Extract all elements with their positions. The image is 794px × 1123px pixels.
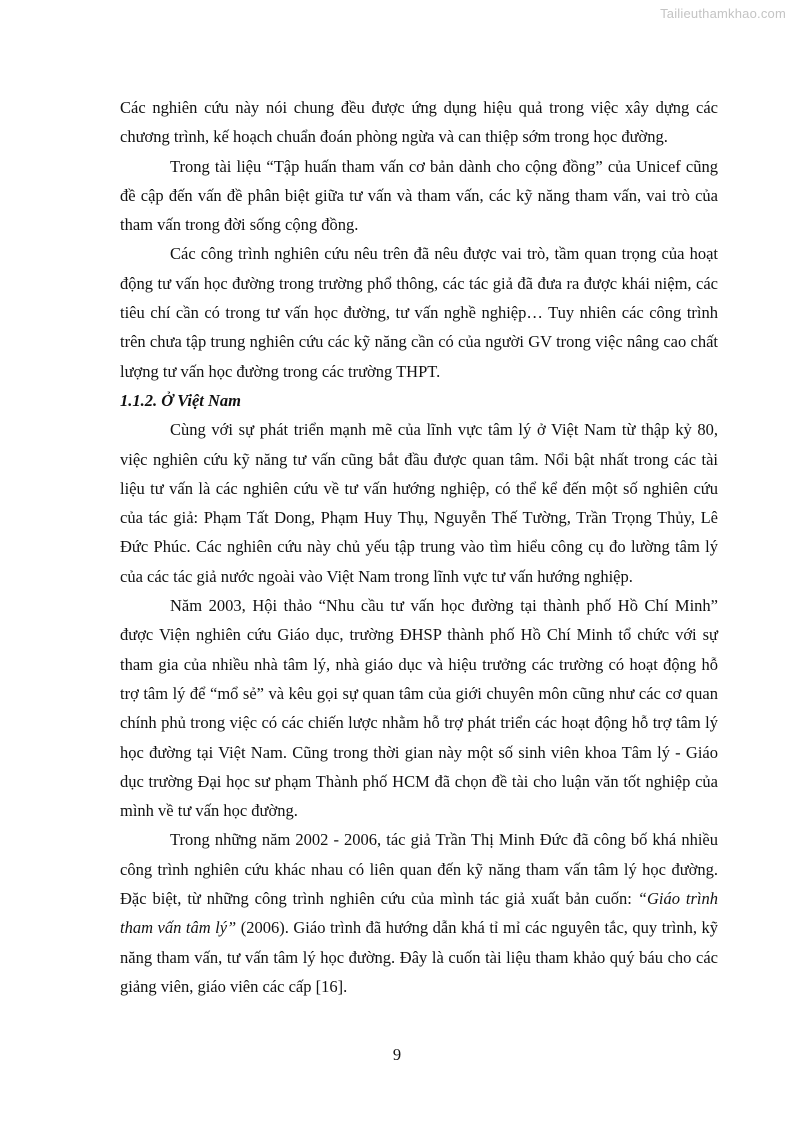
paragraph-text-before: Trong những năm 2002 - 2006, tác giả Trần Thị Minh Đức đã công bố khá nhiều công trình nghiên cứu khác nhau có liên quan đến kỹ năng tham vấn tâm lý học đường. Đặc biệt, từ những công trình nghiên cứu của mình tác giả xuất bản cuốn: [120,830,718,909]
paragraph-minh-duc [120,825,718,1001]
paragraph-unicef: Trong tài liệu “Tập huấn tham vấn cơ bản dành cho cộng đồng” của Unicef cũng đề cập đến vấn đề phân biệt giữa tư vấn và tham vấn, các kỹ năng tham vấn, vai trò của tham vấn trong đời sống cộng đồng. [120,156,718,235]
document-body [120,93,718,1001]
paragraph-vietnam-history: Cùng với sự phát triển mạnh mẽ của lĩnh vực tâm lý ở Việt Nam từ thập kỷ 80, việc nghiên cứu kỹ năng tư vấn cũng bắt đầu được quan tâm. Nổi bật nhất trong các tài liệu tư vấn là các nghiên cứu về tư vấn hướng nghiệp, có thể kể đến một số nghiên cứu của tác giả: Phạm Tất Dong, Phạm Huy Thụ, Nguyễn Thế Tường, Trần Trọng Thủy, Lê Đức Phúc. Các nghiên cứu này chủ yếu tập trung vào tìm hiểu công cụ đo lường tâm lý của các tác giả nước ngoài vào Việt Nam trong lĩnh vực tư vấn hướng nghiệp. [120,420,718,586]
section-heading: 1.1.2. Ở Việt Nam [120,390,242,410]
paragraph-summary: Các công trình nghiên cứu nêu trên đã nêu được vai trò, tầm quan trọng của hoạt động tư vấn học đường trong trường phổ thông, các tác giả đã đưa ra được khái niệm, các tiêu chí cần có trong tư vấn học đường, tư vấn nghề nghiệp… Tuy nhiên các công trình trên chưa tập trung nghiên cứu các kỹ năng cần có của người GV trong việc nâng cao chất lượng tư vấn học đường trong các trường THPT. [120,244,718,381]
paragraph-text-after: (2006). Giáo trình đã hướng dẫn khá tỉ mỉ các nguyên tắc, quy trình, kỹ năng tham vấn, tư vấn tâm lý học đường. Đây là cuốn tài liệu tham khảo quý báu cho các giảng viên, giáo viên các cấp [16]. [120,918,718,996]
page-number: 9 [392,1045,402,1064]
paragraph-intro: Các nghiên cứu này nói chung đều được ứng dụng hiệu quả trong việc xây dựng các chương trình, kế hoạch chuẩn đoán phòng ngừa và can thiệp sớm trong học đường. [120,98,718,147]
watermark: Tailieuthamkhao.com [660,6,786,21]
paragraph-conference-2003: Năm 2003, Hội thảo “Nhu cầu tư vấn học đường tại thành phố Hồ Chí Minh” được Viện nghiên cứu Giáo dục, trường ĐHSP thành phố Hồ Chí Minh tổ chức với sự tham gia của nhiều nhà tâm lý, nhà giáo dục và hiệu trưởng các trường có hoạt động hỗ trợ tâm lý để “mổ sẻ” và kêu gọi sự quan tâm của giới chuyên môn cũng như các cơ quan chính phủ trong việc có các chiến lược nhằm hỗ trợ phát triển các hoạt động hỗ trợ tâm lý học đường tại Việt Nam. Cũng trong thời gian này một số sinh viên khoa Tâm lý - Giáo dục trường Đại học sư phạm Thành phố HCM đã chọn đề tài cho luận văn tốt nghiệp của mình về tư vấn học đường. [120,596,718,821]
book-title: “Giáo trình tham vấn tâm lý” [120,889,718,938]
